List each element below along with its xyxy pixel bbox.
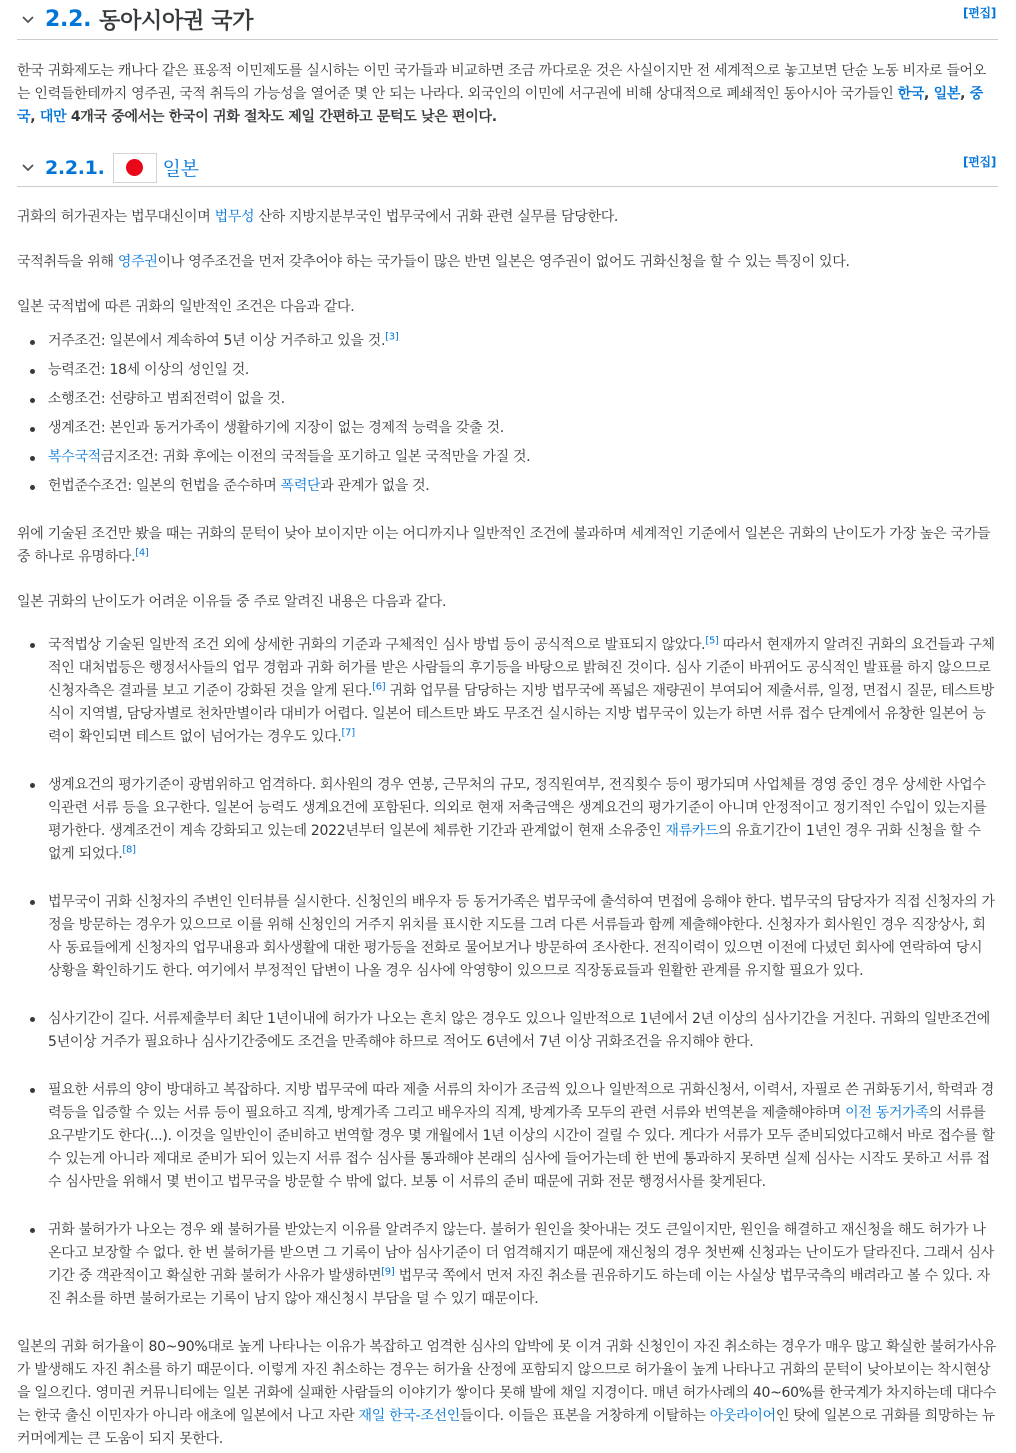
list-item [17,634,998,749]
text: 과 관계가 없을 것. [320,478,430,494]
text: 생계조건: 본인과 동거가족이 생활하기에 지장이 없는 경제적 능력을 갖출 것. [48,420,504,436]
list-item [17,360,998,381]
section-title: 동아시아권 국가 [99,9,254,34]
paragraph-approval-rate [17,1336,998,1451]
link-residence-card[interactable]: 재류카드 [665,823,719,839]
text: 법무국이 귀화 신청자의 주변인 인터뷰를 실시한다. 신청인의 배우자 등 동거가족은 법무국에 출석하여 면접에 응해야 한다. 법무국의 담당자가 직접 신청자의 가정을 방문하는 경우가 있으므로 이를 위해 신청인의 거주지 위치를 표시한 지도를 그려 다른 서류들과 함께 제출해야한다. 신청자가 회사원인 경우 직장상사, 회사 동료들에게 신청자의 업무내용과 회사생활에 대한 평가등을 전화로 물어보거나 방문하여 조사한다. 전직이력이 있으면 이전에 다녔던 회사에 연락하여 당시 상황을 확인하기도 한다. 여기에서 부정적인 답변이 나올 경우 심사에 악영향이 있으므로 직장동료들과 원활한 관계를 유지할 필요가 있다. [48,894,995,979]
text: 국적법상 기술된 일반적 조건 외에 상세한 귀화의 기준과 구체적인 심사 방법 등이 공식적으로 발표되지 않았다. [48,637,706,653]
text: 귀화 불허가가 나오는 경우 왜 불허가를 받았는지 이유를 알려주지 않는다. 불허가 원인을 찾아내는 것도 큰일이지만, 원인을 해결하고 재신청을 해도 허가가 나온다고 보장할 수 없다. 한 번 불허가를 받으면 그 기록이 남아 심사기준이 더 엄격해지기 때문에 재신청의 경우 첫번째 신청과는 난이도가 달라진다. 그래서 심사 기간 중 객관적이고 확실한 귀화 불허가 사유가 발생하면 [48,1222,994,1284]
text: 따라서 현재까지 알려진 귀화의 요건들과 구체적인 대처법등은 행정서사들의 업무 경험과 귀화 허가를 받은 사람들의 후기등을 바탕으로 밝혀진 것이다. 심사 기준이 바뀌어도 공식적인 발표를 하지 않으므로 신청자측은 결과를 보고 기준이 강화된 것을 알게 된다. [48,637,995,699]
list-item [17,447,998,468]
link-former-cohabitants[interactable]: 이전 동거가족 [845,1105,929,1121]
footnote-ref[interactable]: [5] [705,635,719,647]
text: 들이다. 이들은 표본을 거창하게 이탈하는 [460,1408,710,1424]
link-china[interactable]: 중국 [17,86,983,125]
text: 헌법준수조건: 일본의 헌법을 준수하며 [48,478,281,494]
list-item [17,891,998,983]
sep: , [924,86,934,102]
text: 필요한 서류의 양이 방대하고 복잡하다. 지방 법무국에 따라 제출 서류의 차이가 조금씩 있으나 일반적으로 귀화신청서, 이력서, 자필로 쓴 귀화동기서, 학력과 경력등을 입증할 수 있는 서류 등이 필요하고 직계, 방계가족 그리고 배우자의 직계, 방계가족 모두의 관련 서류와 번역본을 제출해야하며 [48,1082,994,1121]
list-item [17,331,998,352]
footnote-ref[interactable]: [4] [135,547,149,559]
link-multiple-citizenship[interactable]: 복수국적 [48,449,101,465]
text: 의 서류를 요구받기도 한다(...). 이것을 일반인이 준비하고 번역할 경우 몇 개월에서 1년 이상의 시간이 걸릴 수 있다. 게다가 서류가 모두 준비되었다고해서 바로 접수를 할 수 있는게 아니라 제대로 준비가 되어 있는지 서류 접수 심사를 통과해야 본래의 심사에 들어가는데 한 번에 통과하지 못하면 실제 심사는 시작도 못하고 서류 접수 심사만을 위해서 몇 번이고 법무국을 방문할 수 밖에 없다. 보통 이 서류의 준비 때문에 귀화 전문 행정서사를 찾게된다. [48,1105,995,1190]
footnote-ref[interactable]: [8] [122,844,136,856]
list-item [17,774,998,866]
link-japan[interactable]: 일본 [933,86,961,102]
footnote-ref[interactable]: [3] [385,331,399,343]
text: 능력조건: 18세 이상의 성인일 것. [48,362,250,378]
intro-bold-text: 4개국 중에서는 한국이 귀화 절차도 제일 간편하고 문턱도 낮은 편이다. [66,109,497,125]
link-ministry-of-justice[interactable]: 법무성 [214,209,255,225]
text: 귀화의 허가권자는 법무대신이며 [17,209,215,225]
chevron-down-icon[interactable] [17,9,39,31]
section-heading-2-2-1 [17,149,998,187]
paragraph-permanent-residency [17,251,998,274]
link-permanent-residency[interactable]: 영주권 [117,254,158,270]
text: 심사기간이 길다. 서류제출부터 최단 1년이내에 허가가 나오는 흔치 않은 경우도 있으나 일반적으로 1년에서 2년 이상의 심사기간을 거친다. 귀화의 일반조건에 5년이상 거주가 필요하나 심사기간중에도 조건을 만족해야 하므로 적어도 6년에서 7년 이상 귀화조건을 유지해야 한다. [48,1011,990,1050]
paragraph-authority [17,206,998,229]
text: 소행조건: 선량하고 범죄전력이 없을 것. [48,391,285,407]
footnote-ref[interactable]: [6] [372,681,386,693]
section-number[interactable]: 2.2. [45,7,92,32]
text: 이나 영주조건을 먼저 갖추어야 하는 국가들이 많은 반면 일본은 영주권이 없어도 귀화신청을 할 수 있는 특징이 있다. [157,254,850,270]
text: 금지조건: 귀화 후에는 이전의 국적들을 포기하고 일본 국적만을 가질 것. [100,449,531,465]
list-item [17,476,998,497]
link-korea[interactable]: 한국 [897,86,925,102]
text: 생계요건의 평가기준이 광범위하고 엄격하다. 회사원의 경우 연봉, 근무처의 규모, 정직원여부, 전직횟수 등이 평가되며 사업체를 경영 중인 경우 상세한 사업수익관련 서류 등을 요구한다. 일본어 능력도 생계요건에 포함된다. 의외로 현재 저축금액은 생계요건의 평가기준이 아니며 안정적이고 정기적인 수입이 있는지를 평가한다. 생계조건이 계속 강화되고 있는데 2022년부터 일본에 체류한 기간과 관계없이 현재 소유중인 [48,777,987,839]
section-heading-2-2 [17,0,998,40]
text: 법무국 쪽에서 먼저 자진 취소를 권유하기도 하는데 이는 사실상 법무국측의 배려라고 볼 수 있다. 자진 취소를 하면 불허가로는 기록이 남지 않아 재신청시 부담을 덜 수 있기 때문이다. [48,1268,990,1307]
reasons-list [17,634,998,1311]
text: 의 유효기간이 1년인 경우 귀화 신청을 할 수 없게 되었다. [48,823,981,862]
japan-flag-icon [113,153,157,183]
paragraph-reasons-intro: 일본 귀화의 난이도가 어려운 이유들 중 주로 알려진 내용은 다음과 같다. [17,594,447,610]
edit-link[interactable]: [편집] [963,6,996,20]
link-yakuza[interactable]: 폭력단 [280,478,321,494]
paragraph-difficulty [17,523,998,569]
text: 산하 지방지분부국인 법무국에서 귀화 관련 실무를 담당한다. [254,209,619,225]
footnote-ref[interactable]: [7] [341,727,355,739]
section-number[interactable]: 2.2.1. [45,156,105,179]
list-item [17,389,998,410]
conditions-list [17,331,998,497]
text: 국적취득을 위해 [17,254,118,270]
list-item [17,1079,998,1194]
text: 거주조건: 일본에서 계속하여 5년 이상 거주하고 있을 것. [48,333,386,349]
intro-paragraph [17,60,998,129]
section-title-link[interactable]: 일본 [162,158,199,180]
list-item [17,1219,998,1311]
text: 위에 기술된 조건만 봤을 때는 귀화의 문턱이 낮아 보이지만 이는 어디까지나 일반적인 조건에 불과하며 세계적인 기준에서 일본은 귀화의 난이도가 가장 높은 국가들 중 하나로 유명하다. [17,526,991,565]
chevron-down-icon[interactable] [17,157,39,179]
sep: , [30,109,40,125]
intro-text: 한국 귀화제도는 캐나다 같은 표옹적 이민제도를 실시하는 이민 국가들과 비교하면 조금 까다로운 것은 사실이지만 전 세계적으로 놓고보면 단순 노동 비자로 들어오는 인력들한테까지 영주권, 국적 취득의 가능성을 열어준 몇 안 되는 나라다. 외국인의 이민에 서구권에 비해 상대적으로 폐쇄적인 동아시아 국가들인 [17,63,987,102]
sep: , [960,86,970,102]
edit-link[interactable]: [편집] [963,155,996,169]
link-zainichi-korean[interactable]: 재일 한국-조선인 [358,1408,460,1424]
list-item [17,1008,998,1054]
link-outlier[interactable]: 아웃라이어 [709,1408,776,1424]
text: 일본의 귀화 허가율이 80~90%대로 높게 나타나는 이유가 복잡하고 엄격한 심사의 압박에 못 이겨 귀화 신청인이 자진 취소하는 경우가 매우 많고 확실한 불허가사유가 발생해도 자진 취소를 하기 때문이다. 이렇게 자진 취소하는 경우는 허가율 산정에 포함되지 않으므로 허가율이 높게 나타나고 귀화의 문턱이 낮아보이는 착시현상을 일으킨다. 영미권 커뮤니티에는 일본 귀화에 실패한 사람들의 이야기가 쌓이다 못해 발에 채일 지경이다. 매년 허가사례의 40~60%를 한국계가 차지하는데 대다수는 한국 출신 이민자가 아니라 애초에 일본에서 나고 자란 [17,1339,997,1424]
link-taiwan[interactable]: 대만 [39,109,67,125]
list-item [17,418,998,439]
text: 귀화 업무를 담당하는 지방 법무국에 폭넓은 재량권이 부여되어 제출서류, 일정, 면접시 질문, 테스트방식이 지역별, 담당자별로 천차만별이라 대비가 어렵다. 일본어 테스트만 봐도 무조건 실시하는 지방 법무국이 있는가 하면 서류 접수 단계에서 유창한 일본어 능력이 확인되면 테스트 없이 넘어가는 경우도 있다. [48,683,994,745]
text: 인 탓에 일본으로 귀화를 희망하는 뉴커머에게는 큰 도움이 되지 못한다. [17,1408,995,1447]
paragraph-conditions-intro: 일본 국적법에 따른 귀화의 일반적인 조건은 다음과 같다. [17,299,355,315]
footnote-ref[interactable]: [9] [381,1266,395,1278]
